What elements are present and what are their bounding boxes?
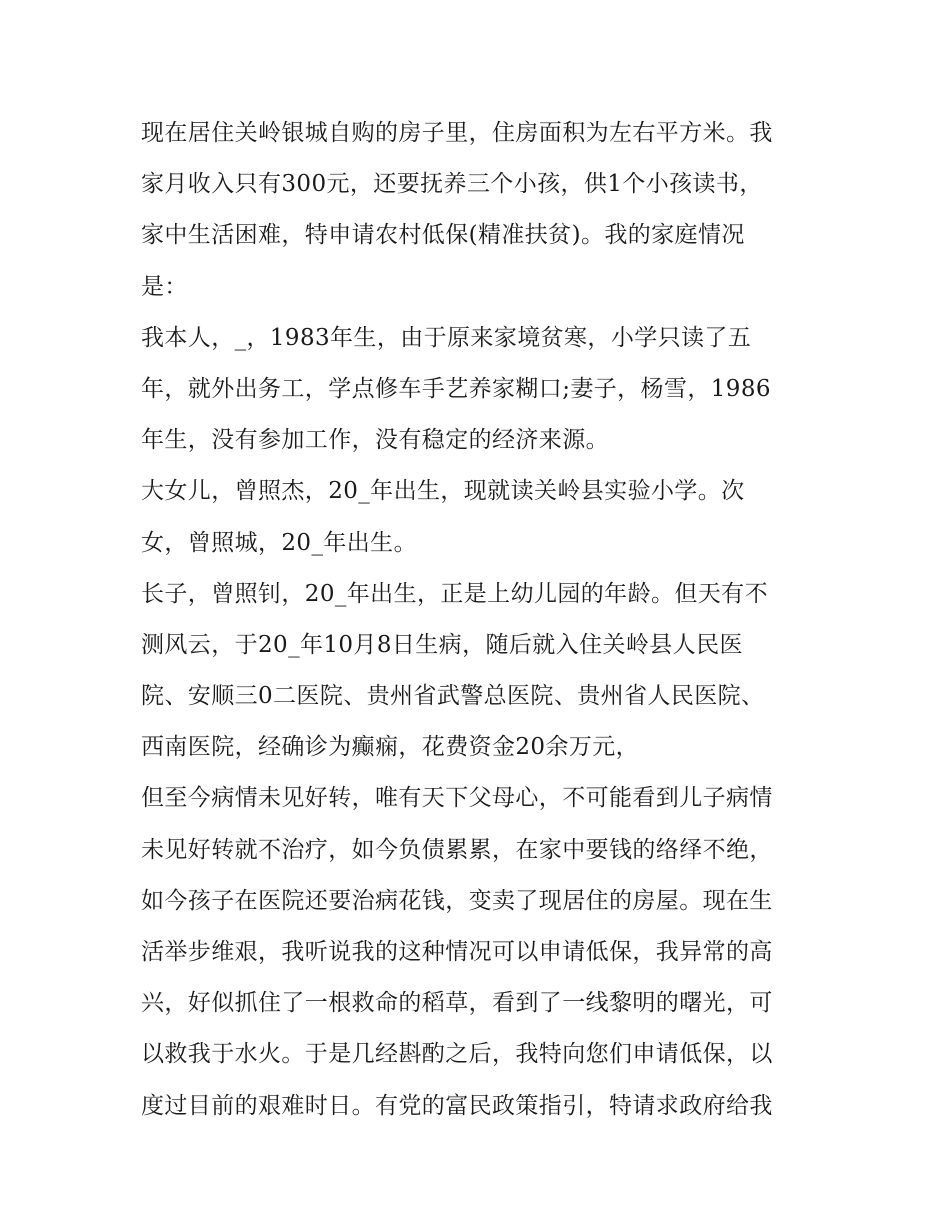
text-line: 女，曾照城，20_年出生。 — [141, 529, 417, 556]
text-line: 兴，好似抓住了一根救命的稻草，看到了一线黎明的曙光，可 — [141, 990, 773, 1017]
text-line: 但至今病情未见好转，唯有天下父母心，不可能看到儿子病情 — [141, 785, 773, 812]
text-line: 大女儿，曾照杰，20_年出生，现就读关岭县实验小学。次 — [141, 478, 745, 505]
text-line: 度过目前的艰难时日。有党的富民政策指引，特请求政府给我 — [141, 1092, 773, 1119]
text-line: 年生，没有参加工作，没有稳定的经济来源。 — [141, 427, 609, 454]
text-line: 以救我于水火。于是几经斟酌之后，我特向您们申请低保，以 — [141, 1041, 773, 1068]
text-line: 年，就外出务工，学点修车手艺养家糊口;妻子，杨雪，1986 — [141, 375, 771, 402]
text-line: 是： — [141, 273, 188, 300]
text-line: 西南医院，经确诊为癫痫，花费资金20余万元， — [141, 734, 640, 761]
text-line: 家月收入只有300元，还要抚养三个小孩，供1个小孩读书， — [141, 171, 763, 198]
text-line: 未见好转就不治疗，如今负债累累，在家中要钱的络绎不绝， — [141, 836, 773, 863]
text-line: 测风云，于20_年10月8日生病，随后就入住关岭县人民医 — [141, 631, 743, 658]
text-line: 活举步维艰，我听说我的这种情况可以申请低保，我异常的高 — [141, 939, 773, 965]
text-line: 家中生活困难，特申请农村低保(精准扶贫)。我的家庭情况 — [141, 222, 745, 249]
text-line: 长子，曾照钊，20_年出生，正是上幼儿园的年龄。但天有不 — [141, 580, 768, 607]
text-line: 院、安顺三0二医院、贵州省武警总医院、贵州省人民医院、 — [141, 683, 765, 710]
document-body — [141, 108, 821, 1132]
text-line: 现在居住关岭银城自购的房子里，住房面积为左右平方米。我 — [141, 120, 773, 146]
text-line: 如今孩子在医院还要治病花钱，变卖了现居住的房屋。现在生 — [141, 887, 773, 914]
text-line: 我本人，_，1983年生，由于原来家境贫寒，小学只读了五 — [141, 324, 752, 351]
